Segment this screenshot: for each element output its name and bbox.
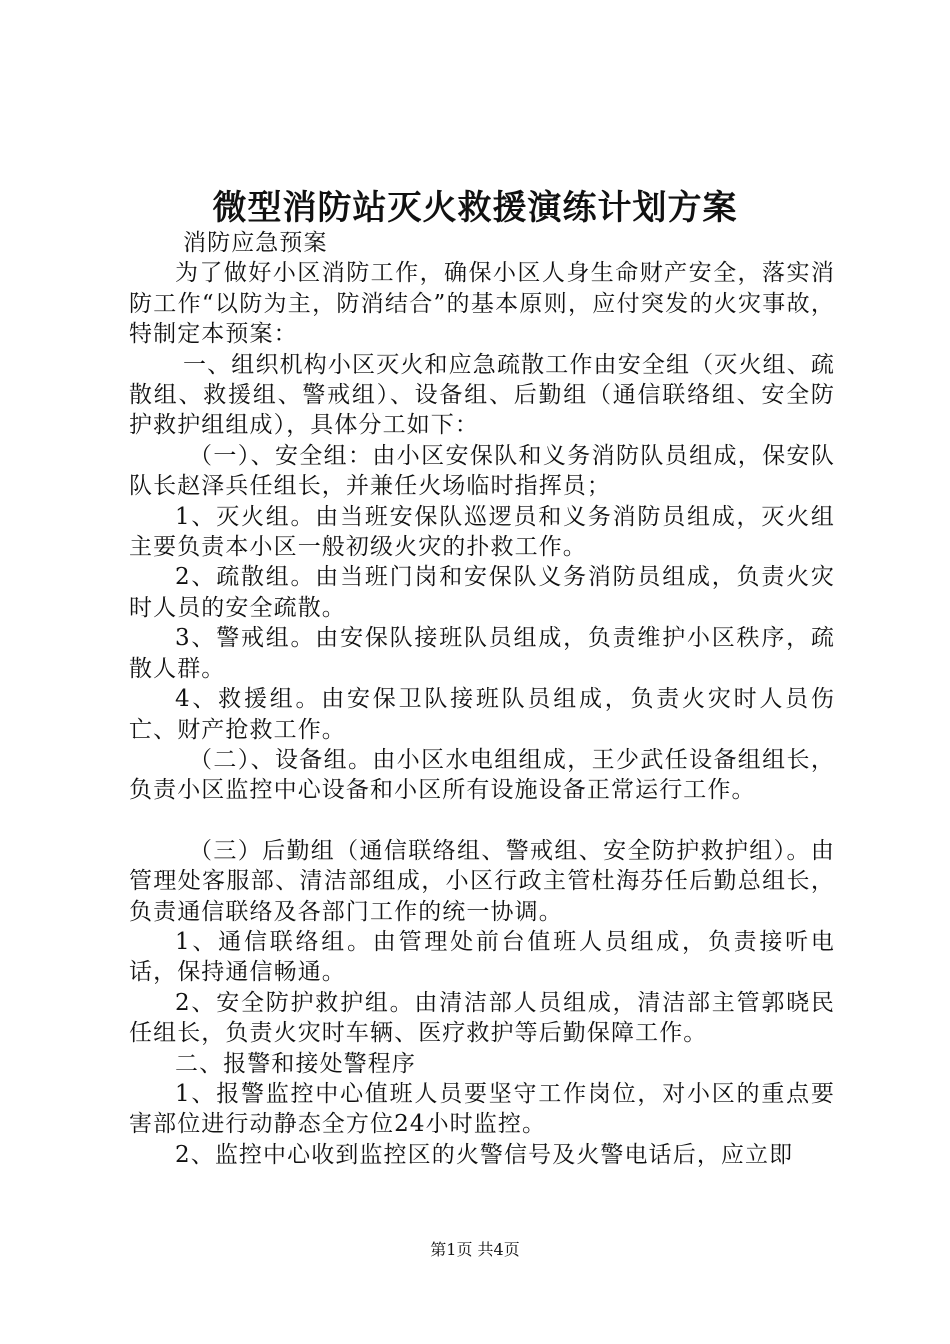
paragraph: 3、警戒组。由安保队接班队员组成，负责维护小区秩序，疏散人群。 xyxy=(129,625,835,682)
document-body xyxy=(129,228,835,1170)
paragraph: 2、监控中心收到监控区的火警信号及火警电话后，应立即 xyxy=(175,1141,794,1168)
page-footer: 第1页 共4页 xyxy=(430,1240,520,1259)
paragraph: 消防应急预案 xyxy=(183,230,328,256)
paragraph: 2、安全防护救护组。由清洁部人员组成，清洁部主管郭晓民任组长，负责火灾时车辆、医疗救护等后勤保障工作。 xyxy=(129,989,835,1047)
paragraph: 二、报警和接处警程序 xyxy=(175,1050,416,1077)
paragraph: 1、报警监控中心值班人员要坚守工作岗位，对小区的重点要害部位进行动静态全方位24小时监控。 xyxy=(129,1080,835,1138)
paragraph: 为了做好小区消防工作，确保小区人身生命财产安全，落实消防工作“以防为主，防消结合”的基本原则，应付突发的火灾事故，特制定本预案： xyxy=(129,260,835,348)
paragraph: （二）、设备组。由小区水电组组成，王少武任设备组组长，负责小区监控中心设备和小区所有设施设备正常运行工作。 xyxy=(129,746,835,804)
paragraph: 4、救援组。由安保卫队接班队员组成，负责火灾时人员伤亡、财产抢救工作。 xyxy=(129,686,835,743)
paragraph: 一、组织机构小区灭火和应急疏散工作由安全组（灭火组、疏散组、救援组、警戒组）、设备组、后勤组（通信联络组、安全防护救护组组成），具体分工如下： xyxy=(129,351,835,439)
paragraph: （三）后勤组（通信联络组、警戒组、安全防护救护组）。由管理处客服部、清洁部组成，小区行政主管杜海芬任后勤总组长，负责通信联络及各部门工作的统一协调。 xyxy=(129,837,835,925)
paragraph-gap xyxy=(129,806,835,836)
paragraph: 1、灭火组。由当班安保队巡逻员和义务消防员组成，灭火组主要负责本小区一般初级火灾的扑救工作。 xyxy=(129,503,835,561)
document-title: 微型消防站灭火救援演练计划方案 xyxy=(212,188,738,228)
paragraph: 1、通信联络组。由管理处前台值班人员组成，负责接听电话，保持通信畅通。 xyxy=(129,928,835,986)
paragraph: （一）、安全组：由小区安保队和义务消防队员组成，保安队队长赵泽兵任组长，并兼任火场临时指挥员； xyxy=(129,442,835,500)
paragraph: 2、疏散组。由当班门岗和安保队义务消防员组成，负责火灾时人员的安全疏散。 xyxy=(129,564,835,621)
